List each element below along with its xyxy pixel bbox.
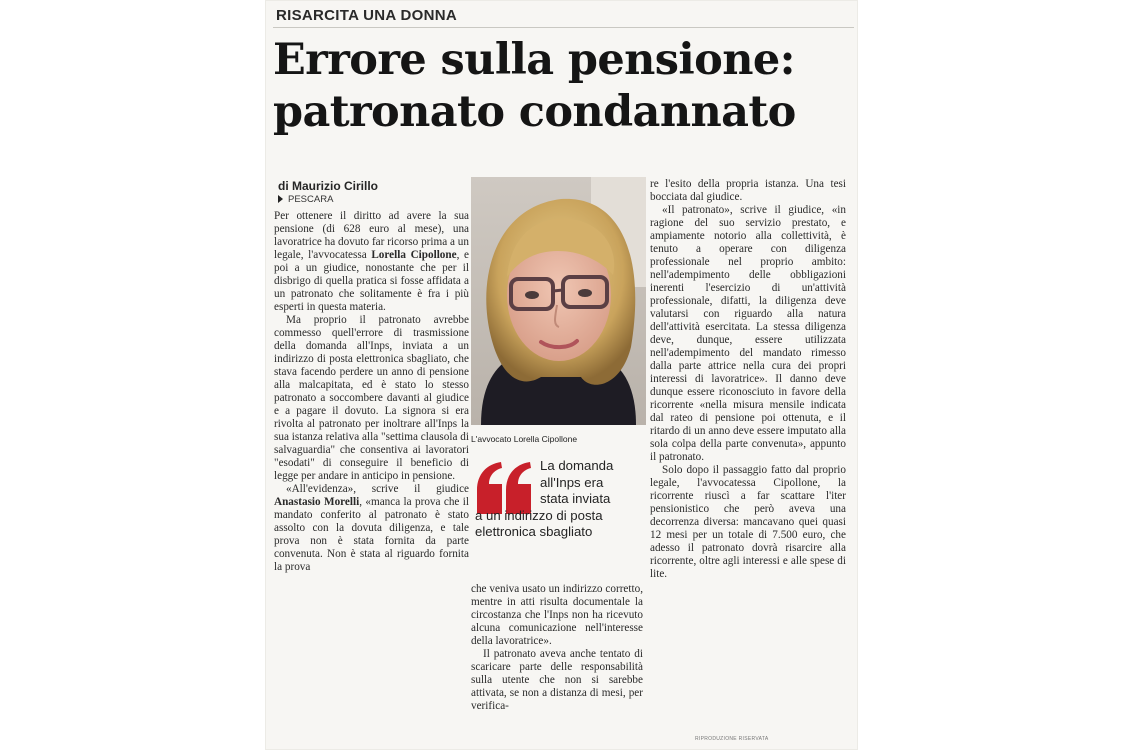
text-run: Per ottenere il diritto ad avere la sua pensione (di 628 euro al mese), una lavoratrice ha dovuto far ricorso prima a un legale, l'avvocatessa (274, 210, 469, 261)
pull-quote (471, 456, 646, 566)
portrait-illustration (471, 177, 646, 425)
portrait-photo (471, 177, 646, 425)
lawyer-name: Lorella Cipollone (371, 249, 457, 261)
paragraph (274, 483, 469, 574)
text-run: , e poi a un giudice, nonostante che per il disbrigo di quella pratica si fosse affidata a un patronato che solitamente è fra i più esperti in questa materia. (274, 249, 469, 313)
paragraph: Solo dopo il passaggio fatto dal proprio legale, l'avvocatessa Cipollone, la ricorrente riuscì a far scattare l'iter pensionistico che però aveva una decorrenza diversa: mancavano quei quasi 12 mesi per un totale di 7.500 euro, che adesso il patronato dovrà risarcire alla ricorrente, oltre agli interessi e alle spese di lite. (650, 464, 846, 580)
kicker: RISARCITA UNA DONNA (276, 7, 457, 24)
dateline (278, 194, 333, 205)
pull-quote-line: all'Inps era (540, 474, 604, 490)
text-run: «All'evidenza», scrive il giudice (286, 483, 469, 495)
paragraph: Ma proprio il patronato avrebbe commesso quell'errore di trasmissione della domanda all'Inps, inviata a un indirizzo di posta elettronica sbagliato, che stava facendo perdere un anno di pensione alla malcapitata, ed è stato lo stesso patronato a soccombere davanti al giudice e a pagare il dovuto. La signora si era rivolta al patronato per inoltrare all'Inps la sua istanza relativa alla "settima clausola di salvaguardia" che consentiva ai lavoratori "esodati" di conseguire il beneficio di legge per andare in anticipo in pensione. (274, 314, 469, 482)
headline-line-2: patronato condannato (273, 87, 796, 137)
byline: di Maurizio Cirillo (278, 179, 379, 193)
paragraph (274, 210, 469, 314)
copyright-footer: RIPRODUZIONE RISERVATA (695, 736, 769, 742)
headline (273, 34, 853, 138)
photo-caption: L'avvocato Lorella Cipollone (471, 434, 578, 444)
newspaper-clipping (265, 0, 858, 750)
pull-quote-line: La domanda (540, 458, 614, 473)
judge-name: Anastasio Morelli (274, 496, 360, 508)
pull-quote-text (475, 458, 645, 541)
divider (273, 27, 854, 28)
dateline-arrow-icon (278, 195, 283, 203)
paragraph: che veniva usato un indirizzo corretto, mentre in atti risulta documentale la circostanza che l'Inps non ha ricevuto alcuna comunicazione nell'interesse della lavoratrice». (471, 583, 643, 647)
pull-quote-line: elettronica sbagliato (475, 524, 593, 539)
article-column-1 (274, 210, 469, 574)
dateline-text: PESCARA (288, 194, 334, 205)
paragraph: Il patronato aveva anche tentato di scaricare parte delle responsabilità sulla utente che non si sarebbe attivata, se non a distanza di mesi, per verifica- (471, 648, 643, 712)
paragraph: re l'esito della propria istanza. Una tesi bocciata dal giudice. (650, 178, 846, 203)
article-column-3 (650, 178, 846, 581)
article-column-2 (471, 583, 643, 713)
paragraph: «Il patronato», scrive il giudice, «in ragione del suo servizio prestato, e ampiamente notorio alla collettività, è tenuto a operare con diligenza professionale nel proprio ambito: nell'adempimento delle obbligazioni inerenti l'esercizio di un'attività professionale, difatti, la diligenza deve valutarsi con riguardo alla natura dell'attività esercitata. La stessa diligenza deve, dunque, essere utilizzata nell'adempimento del mandato rimesso dalla parte attrice nella cura dei propri interessi di lavoratrice». Il danno deve dunque essere riconosciuto in favore della ricorrente «nella misura mensile indicata dal rateo di pensione poi ottenuta, e il ritardo di un anno deve essere imputato alla sola colpa della parte convenuta», appunto il patronato. (650, 204, 846, 463)
pull-quote-line: stata inviata (540, 491, 611, 506)
headline-line-1: Errore sulla pensione: (273, 35, 795, 85)
pull-quote-line: a un indirizzo di posta (475, 507, 603, 523)
text-run: , «manca la prova che il mandato conferito al patronato è stato assolto con la dovuta diligenza, e tale prova non è stata fornita da parte convenuta. Non è stata al riguardo fornita la prova (274, 496, 469, 573)
